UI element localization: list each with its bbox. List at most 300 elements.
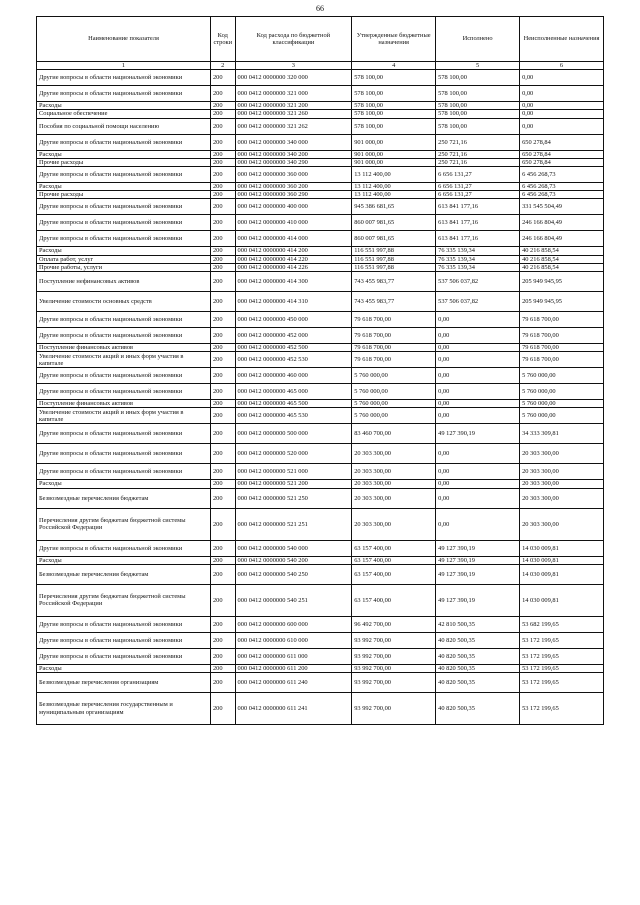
- row-approved: 743 455 983,77: [352, 292, 436, 312]
- row-approved: 13 112 400,00: [352, 191, 436, 199]
- column-number: 5: [436, 62, 520, 70]
- row-executed: 613 841 177,16: [436, 231, 520, 247]
- table-row: [37, 255, 604, 263]
- table-row: [37, 556, 604, 564]
- row-name: Другие вопросы в области национальной экономики: [37, 134, 211, 150]
- row-unexecuted: 5 760 000,00: [520, 384, 604, 400]
- row-approved: 79 618 700,00: [352, 344, 436, 352]
- row-line-code: 200: [210, 616, 235, 632]
- row-expense-code: 000 0412 0000000 400 000: [235, 199, 352, 215]
- row-unexecuted: 0,00: [520, 110, 604, 118]
- row-expense-code: 000 0412 0000000 521 250: [235, 488, 352, 508]
- row-line-code: 200: [210, 508, 235, 540]
- row-unexecuted: 6 456 268,73: [520, 167, 604, 183]
- row-unexecuted: 650 278,84: [520, 150, 604, 158]
- table-row: [37, 199, 604, 215]
- row-line-code: 200: [210, 540, 235, 556]
- table-row: [37, 368, 604, 384]
- row-approved: 578 100,00: [352, 70, 436, 86]
- row-unexecuted: 205 949 945,95: [520, 272, 604, 292]
- row-name: Увеличение стоимости акций и иных форм участия в капитале: [37, 408, 211, 424]
- row-expense-code: 000 0412 0000000 465 000: [235, 384, 352, 400]
- row-approved: 901 000,00: [352, 134, 436, 150]
- row-name: Другие вопросы в области национальной экономики: [37, 384, 211, 400]
- row-line-code: 200: [210, 648, 235, 664]
- row-line-code: 200: [210, 564, 235, 584]
- table-row: [37, 632, 604, 648]
- row-expense-code: 000 0412 0000000 414 226: [235, 263, 352, 271]
- row-unexecuted: 0,00: [520, 70, 604, 86]
- row-name: Расходы: [37, 664, 211, 672]
- row-approved: 79 618 700,00: [352, 312, 436, 328]
- row-executed: 40 820 500,35: [436, 664, 520, 672]
- row-expense-code: 000 0412 0000000 540 250: [235, 564, 352, 584]
- row-line-code: 200: [210, 134, 235, 150]
- row-executed: 0,00: [436, 400, 520, 408]
- row-line-code: 200: [210, 86, 235, 102]
- row-expense-code: 000 0412 0000000 320 000: [235, 70, 352, 86]
- row-unexecuted: 246 166 804,49: [520, 215, 604, 231]
- row-expense-code: 000 0412 0000000 340 200: [235, 150, 352, 158]
- row-name: Перечисления другим бюджетам бюджетной системы Российской Федерации: [37, 508, 211, 540]
- row-name: Другие вопросы в области национальной экономики: [37, 312, 211, 328]
- table-row: [37, 158, 604, 166]
- row-line-code: 200: [210, 167, 235, 183]
- row-approved: 63 157 400,00: [352, 584, 436, 616]
- row-line-code: 200: [210, 673, 235, 693]
- row-executed: 0,00: [436, 480, 520, 488]
- row-unexecuted: 0,00: [520, 102, 604, 110]
- row-line-code: 200: [210, 158, 235, 166]
- row-line-code: 200: [210, 312, 235, 328]
- row-executed: 0,00: [436, 384, 520, 400]
- column-number-row: [37, 62, 604, 70]
- column-number: 4: [352, 62, 436, 70]
- row-approved: 79 618 700,00: [352, 328, 436, 344]
- table-row: [37, 508, 604, 540]
- row-unexecuted: 205 949 945,95: [520, 292, 604, 312]
- row-name: Пособия по социальной помощи населению: [37, 118, 211, 134]
- row-approved: 93 992 700,00: [352, 632, 436, 648]
- row-line-code: 200: [210, 272, 235, 292]
- row-executed: 578 100,00: [436, 102, 520, 110]
- row-name: Другие вопросы в области национальной экономики: [37, 464, 211, 480]
- row-line-code: 200: [210, 247, 235, 255]
- row-line-code: 200: [210, 292, 235, 312]
- row-expense-code: 000 0412 0000000 410 000: [235, 215, 352, 231]
- row-unexecuted: 20 303 300,00: [520, 508, 604, 540]
- table-row: [37, 464, 604, 480]
- row-expense-code: 000 0412 0000000 360 290: [235, 191, 352, 199]
- row-expense-code: 000 0412 0000000 360 200: [235, 183, 352, 191]
- row-executed: 76 335 139,34: [436, 263, 520, 271]
- row-line-code: 200: [210, 70, 235, 86]
- row-unexecuted: 331 545 504,49: [520, 199, 604, 215]
- row-approved: 13 112 400,00: [352, 183, 436, 191]
- row-line-code: 200: [210, 584, 235, 616]
- row-line-code: 200: [210, 384, 235, 400]
- table-row: [37, 400, 604, 408]
- row-expense-code: 000 0412 0000000 460 000: [235, 368, 352, 384]
- row-expense-code: 000 0412 0000000 452 500: [235, 344, 352, 352]
- row-expense-code: 000 0412 0000000 465 530: [235, 408, 352, 424]
- row-executed: 6 656 131,27: [436, 191, 520, 199]
- row-approved: 578 100,00: [352, 102, 436, 110]
- row-name: Расходы: [37, 556, 211, 564]
- row-expense-code: 000 0412 0000000 452 000: [235, 328, 352, 344]
- row-expense-code: 000 0412 0000000 414 000: [235, 231, 352, 247]
- row-expense-code: 000 0412 0000000 321 000: [235, 86, 352, 102]
- row-approved: 116 551 997,88: [352, 255, 436, 263]
- table-row: [37, 384, 604, 400]
- column-number: 6: [520, 62, 604, 70]
- table-row: [37, 488, 604, 508]
- row-expense-code: 000 0412 0000000 611 241: [235, 693, 352, 725]
- row-executed: 250 721,16: [436, 158, 520, 166]
- table-row: [37, 272, 604, 292]
- table-row: [37, 648, 604, 664]
- row-approved: 116 551 997,88: [352, 263, 436, 271]
- row-executed: 76 335 139,34: [436, 247, 520, 255]
- row-executed: 0,00: [436, 444, 520, 464]
- row-executed: 6 656 131,27: [436, 183, 520, 191]
- table-body: [37, 70, 604, 725]
- row-executed: 0,00: [436, 312, 520, 328]
- row-line-code: 200: [210, 199, 235, 215]
- table-row: [37, 352, 604, 368]
- row-approved: 578 100,00: [352, 86, 436, 102]
- row-expense-code: 000 0412 0000000 611 200: [235, 664, 352, 672]
- table-row: [37, 564, 604, 584]
- row-unexecuted: 53 172 199,65: [520, 664, 604, 672]
- row-executed: 76 335 139,34: [436, 255, 520, 263]
- row-executed: 0,00: [436, 328, 520, 344]
- table-row: [37, 134, 604, 150]
- row-name: Прочие расходы: [37, 158, 211, 166]
- table-row: [37, 312, 604, 328]
- row-unexecuted: 5 760 000,00: [520, 400, 604, 408]
- row-line-code: 200: [210, 488, 235, 508]
- row-name: Другие вопросы в области национальной экономики: [37, 215, 211, 231]
- row-unexecuted: 53 682 199,65: [520, 616, 604, 632]
- row-expense-code: 000 0412 0000000 521 251: [235, 508, 352, 540]
- row-approved: 901 000,00: [352, 158, 436, 166]
- row-unexecuted: 14 030 009,81: [520, 556, 604, 564]
- row-unexecuted: 53 172 199,65: [520, 648, 604, 664]
- row-line-code: 200: [210, 400, 235, 408]
- row-name: Другие вопросы в области национальной экономики: [37, 616, 211, 632]
- row-expense-code: 000 0412 0000000 360 000: [235, 167, 352, 183]
- table-row: [37, 344, 604, 352]
- row-expense-code: 000 0412 0000000 414 300: [235, 272, 352, 292]
- row-line-code: 200: [210, 255, 235, 263]
- row-executed: 0,00: [436, 368, 520, 384]
- row-name: Увеличение стоимости акций и иных форм участия в капитале: [37, 352, 211, 368]
- row-executed: 613 841 177,16: [436, 199, 520, 215]
- row-line-code: 200: [210, 352, 235, 368]
- row-expense-code: 000 0412 0000000 321 260: [235, 110, 352, 118]
- row-name: Прочие расходы: [37, 191, 211, 199]
- column-number: 1: [37, 62, 211, 70]
- row-expense-code: 000 0412 0000000 610 000: [235, 632, 352, 648]
- header-indicator-name: Наименование показателя: [37, 17, 211, 62]
- table-row: [37, 110, 604, 118]
- row-approved: 5 760 000,00: [352, 400, 436, 408]
- row-expense-code: 000 0412 0000000 452 530: [235, 352, 352, 368]
- row-executed: 6 656 131,27: [436, 167, 520, 183]
- row-name: Расходы: [37, 150, 211, 158]
- row-name: Другие вопросы в области национальной экономики: [37, 424, 211, 444]
- row-name: Увеличение стоимости основных средств: [37, 292, 211, 312]
- table-row: [37, 167, 604, 183]
- row-approved: 860 007 981,65: [352, 231, 436, 247]
- row-executed: 250 721,16: [436, 150, 520, 158]
- row-approved: 63 157 400,00: [352, 564, 436, 584]
- table-row: [37, 102, 604, 110]
- row-line-code: 200: [210, 263, 235, 271]
- table-row: [37, 444, 604, 464]
- table-row: [37, 86, 604, 102]
- row-unexecuted: 5 760 000,00: [520, 408, 604, 424]
- row-executed: 0,00: [436, 344, 520, 352]
- table-header-row: [37, 17, 604, 62]
- row-name: Оплата работ, услуг: [37, 255, 211, 263]
- row-name: Расходы: [37, 183, 211, 191]
- row-executed: 49 127 390,19: [436, 424, 520, 444]
- row-unexecuted: 40 216 858,54: [520, 255, 604, 263]
- row-name: Другие вопросы в области национальной экономики: [37, 167, 211, 183]
- row-expense-code: 000 0412 0000000 600 000: [235, 616, 352, 632]
- row-approved: 96 492 700,00: [352, 616, 436, 632]
- row-line-code: 200: [210, 231, 235, 247]
- row-unexecuted: 0,00: [520, 118, 604, 134]
- row-expense-code: 000 0412 0000000 611 240: [235, 673, 352, 693]
- row-line-code: 200: [210, 408, 235, 424]
- table-row: [37, 480, 604, 488]
- row-expense-code: 000 0412 0000000 540 000: [235, 540, 352, 556]
- page-number: 66: [316, 4, 324, 13]
- row-expense-code: 000 0412 0000000 450 000: [235, 312, 352, 328]
- row-executed: 578 100,00: [436, 110, 520, 118]
- row-executed: 613 841 177,16: [436, 215, 520, 231]
- table-row: [37, 540, 604, 556]
- row-unexecuted: 34 333 309,81: [520, 424, 604, 444]
- row-unexecuted: 20 303 300,00: [520, 480, 604, 488]
- column-number: 3: [235, 62, 352, 70]
- row-executed: 49 127 390,19: [436, 584, 520, 616]
- row-unexecuted: 6 456 268,73: [520, 191, 604, 199]
- row-expense-code: 000 0412 0000000 321 200: [235, 102, 352, 110]
- row-executed: 40 820 500,35: [436, 632, 520, 648]
- row-approved: 79 618 700,00: [352, 352, 436, 368]
- row-line-code: 200: [210, 110, 235, 118]
- table-row: [37, 247, 604, 255]
- row-line-code: 200: [210, 693, 235, 725]
- row-approved: 743 455 983,77: [352, 272, 436, 292]
- budget-execution-table: [36, 16, 604, 725]
- row-executed: 250 721,16: [436, 134, 520, 150]
- header-approved: Утвержденные бюджетные назначения: [352, 17, 436, 62]
- row-executed: 40 820 500,35: [436, 673, 520, 693]
- row-line-code: 200: [210, 464, 235, 480]
- row-expense-code: 000 0412 0000000 521 200: [235, 480, 352, 488]
- table-row: [37, 150, 604, 158]
- row-unexecuted: 246 166 804,49: [520, 231, 604, 247]
- row-approved: 578 100,00: [352, 110, 436, 118]
- header-unexecuted: Неисполненные назначения: [520, 17, 604, 62]
- table-row: [37, 183, 604, 191]
- row-unexecuted: 14 030 009,81: [520, 540, 604, 556]
- row-unexecuted: 5 760 000,00: [520, 368, 604, 384]
- row-approved: 20 303 300,00: [352, 444, 436, 464]
- row-name: Расходы: [37, 102, 211, 110]
- row-name: Социальное обеспечение: [37, 110, 211, 118]
- row-unexecuted: 40 216 858,54: [520, 247, 604, 255]
- row-expense-code: 000 0412 0000000 611 000: [235, 648, 352, 664]
- row-line-code: 200: [210, 328, 235, 344]
- row-approved: 860 007 981,65: [352, 215, 436, 231]
- row-name: Безвозмездные перечисления бюджетам: [37, 488, 211, 508]
- row-name: Другие вопросы в области национальной экономики: [37, 444, 211, 464]
- row-unexecuted: 53 172 199,65: [520, 693, 604, 725]
- row-approved: 93 992 700,00: [352, 673, 436, 693]
- row-expense-code: 000 0412 0000000 321 262: [235, 118, 352, 134]
- table-row: [37, 408, 604, 424]
- row-name: Другие вопросы в области национальной экономики: [37, 231, 211, 247]
- row-approved: 945 386 681,65: [352, 199, 436, 215]
- row-executed: 537 506 037,82: [436, 272, 520, 292]
- row-expense-code: 000 0412 0000000 540 251: [235, 584, 352, 616]
- row-expense-code: 000 0412 0000000 340 000: [235, 134, 352, 150]
- row-unexecuted: 650 278,84: [520, 158, 604, 166]
- row-expense-code: 000 0412 0000000 340 290: [235, 158, 352, 166]
- table-row: [37, 616, 604, 632]
- table-row: [37, 664, 604, 672]
- row-name: Другие вопросы в области национальной экономики: [37, 368, 211, 384]
- row-approved: 578 100,00: [352, 118, 436, 134]
- row-name: Другие вопросы в области национальной экономики: [37, 70, 211, 86]
- table-row: [37, 118, 604, 134]
- table-row: [37, 328, 604, 344]
- row-expense-code: 000 0412 0000000 521 000: [235, 464, 352, 480]
- row-approved: 13 112 400,00: [352, 167, 436, 183]
- row-unexecuted: 79 618 700,00: [520, 312, 604, 328]
- row-unexecuted: 53 172 199,65: [520, 673, 604, 693]
- column-number: 2: [210, 62, 235, 70]
- row-unexecuted: 20 303 300,00: [520, 444, 604, 464]
- row-name: Безвозмездные перечисления бюджетам: [37, 564, 211, 584]
- header-expense-code: Код расхода по бюджетной классификации: [235, 17, 352, 62]
- header-executed: Исполнено: [436, 17, 520, 62]
- table-row: [37, 424, 604, 444]
- row-expense-code: 000 0412 0000000 500 000: [235, 424, 352, 444]
- row-line-code: 200: [210, 118, 235, 134]
- row-executed: 578 100,00: [436, 70, 520, 86]
- row-executed: 0,00: [436, 464, 520, 480]
- row-executed: 49 127 390,19: [436, 556, 520, 564]
- row-name: Другие вопросы в области национальной экономики: [37, 648, 211, 664]
- row-approved: 901 000,00: [352, 150, 436, 158]
- row-executed: 578 100,00: [436, 86, 520, 102]
- row-expense-code: 000 0412 0000000 520 000: [235, 444, 352, 464]
- row-line-code: 200: [210, 664, 235, 672]
- row-expense-code: 000 0412 0000000 414 220: [235, 255, 352, 263]
- row-approved: 20 303 300,00: [352, 464, 436, 480]
- row-line-code: 200: [210, 183, 235, 191]
- table-row: [37, 191, 604, 199]
- row-expense-code: 000 0412 0000000 465 500: [235, 400, 352, 408]
- row-line-code: 200: [210, 344, 235, 352]
- row-line-code: 200: [210, 424, 235, 444]
- row-approved: 93 992 700,00: [352, 693, 436, 725]
- row-executed: 578 100,00: [436, 118, 520, 134]
- row-unexecuted: 79 618 700,00: [520, 344, 604, 352]
- table-row: [37, 231, 604, 247]
- row-executed: 0,00: [436, 352, 520, 368]
- table-row: [37, 673, 604, 693]
- row-name: Другие вопросы в области национальной экономики: [37, 86, 211, 102]
- row-unexecuted: 79 618 700,00: [520, 328, 604, 344]
- row-executed: 537 506 037,82: [436, 292, 520, 312]
- row-line-code: 200: [210, 215, 235, 231]
- row-expense-code: 000 0412 0000000 540 200: [235, 556, 352, 564]
- row-unexecuted: 14 030 009,81: [520, 564, 604, 584]
- table-row: [37, 292, 604, 312]
- row-unexecuted: 53 172 199,65: [520, 632, 604, 648]
- row-line-code: 200: [210, 191, 235, 199]
- row-unexecuted: 20 303 300,00: [520, 488, 604, 508]
- table-row: [37, 693, 604, 725]
- row-approved: 63 157 400,00: [352, 540, 436, 556]
- row-line-code: 200: [210, 368, 235, 384]
- row-name: Безвозмездные перечисления организациям: [37, 673, 211, 693]
- row-line-code: 200: [210, 444, 235, 464]
- row-name: Поступление финансовых активов: [37, 344, 211, 352]
- row-expense-code: 000 0412 0000000 414 200: [235, 247, 352, 255]
- row-executed: 40 820 500,35: [436, 648, 520, 664]
- row-approved: 63 157 400,00: [352, 556, 436, 564]
- row-approved: 93 992 700,00: [352, 664, 436, 672]
- table-row: [37, 263, 604, 271]
- row-name: Расходы: [37, 247, 211, 255]
- row-executed: 0,00: [436, 408, 520, 424]
- table-row: [37, 70, 604, 86]
- row-name: Поступление финансовых активов: [37, 400, 211, 408]
- row-executed: 40 820 500,35: [436, 693, 520, 725]
- row-line-code: 200: [210, 150, 235, 158]
- row-executed: 49 127 390,19: [436, 564, 520, 584]
- row-approved: 20 303 300,00: [352, 508, 436, 540]
- row-unexecuted: 14 030 009,81: [520, 584, 604, 616]
- row-executed: 0,00: [436, 508, 520, 540]
- row-line-code: 200: [210, 102, 235, 110]
- row-name: Безвозмездные перечисления государственным и муниципальным организациям: [37, 693, 211, 725]
- row-approved: 116 551 997,88: [352, 247, 436, 255]
- row-executed: 0,00: [436, 488, 520, 508]
- row-name: Перечисления другим бюджетам бюджетной системы Российской Федерации: [37, 584, 211, 616]
- row-approved: 93 992 700,00: [352, 648, 436, 664]
- row-name: Другие вопросы в области национальной экономики: [37, 199, 211, 215]
- row-unexecuted: 6 456 268,73: [520, 183, 604, 191]
- row-unexecuted: 0,00: [520, 86, 604, 102]
- row-approved: 5 760 000,00: [352, 408, 436, 424]
- row-approved: 20 303 300,00: [352, 488, 436, 508]
- row-expense-code: 000 0412 0000000 414 310: [235, 292, 352, 312]
- row-name: Другие вопросы в области национальной экономики: [37, 328, 211, 344]
- row-line-code: 200: [210, 480, 235, 488]
- row-approved: 5 760 000,00: [352, 384, 436, 400]
- row-unexecuted: 40 216 858,54: [520, 263, 604, 271]
